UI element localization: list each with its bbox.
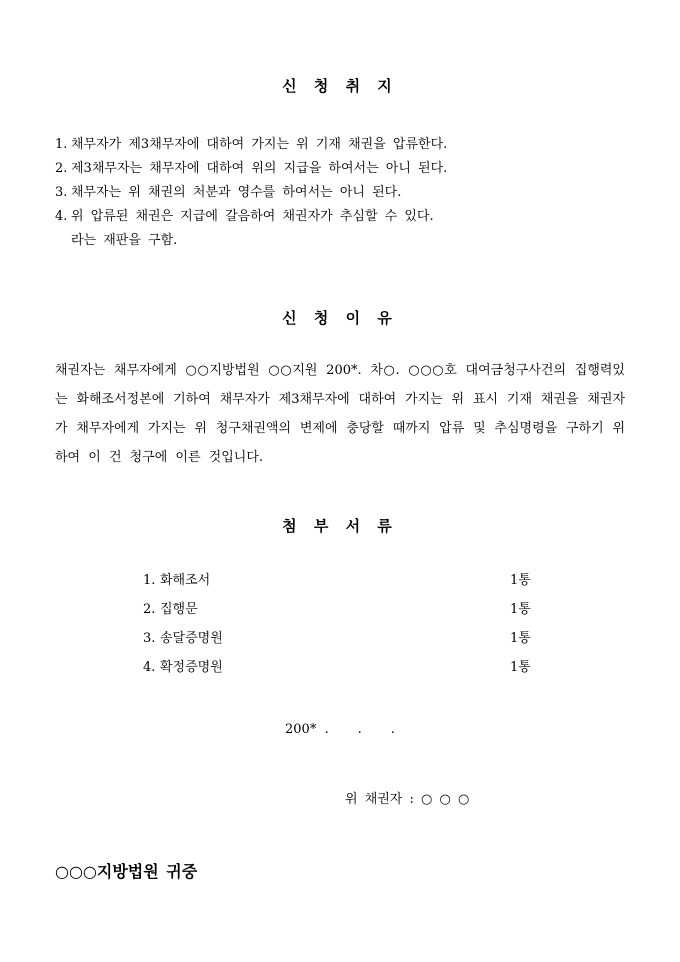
attachment-row <box>55 653 625 682</box>
date-placeholder: 200* . . . <box>285 722 395 737</box>
attachment-row <box>55 566 625 595</box>
court-addressee: ○○○지방법원 귀중 <box>55 862 198 881</box>
order-item-text: 채무자는 위 채권의 처분과 영수를 하여서는 아니 된다. <box>71 185 402 200</box>
order-item-text: 위 압류된 채권은 지급에 갈음하여 채권자가 추심할 수 있다. <box>71 209 434 224</box>
order-section-title: 신 청 취 지 <box>282 77 398 95</box>
attachment-count: 1통 <box>510 602 531 617</box>
attachments-section-title: 첨 부 서 류 <box>282 517 398 535</box>
attachment-name-cell <box>143 595 510 624</box>
attachment-number: 1. <box>143 573 156 588</box>
order-list <box>55 133 625 253</box>
attachment-row <box>55 595 625 624</box>
attachment-count: 1통 <box>510 631 531 646</box>
attachment-name: 확정증명원 <box>160 660 223 675</box>
reason-body-paragraph: 채권자는 채무자에게 ○○지방법원 ○○지원 200*. 차○. ○○○호 대여금청구사건의 집행력있는 화해조서정본에 기하여 채무자가 제3채무자에 대하여 가지는 위 표시 기재 채권을 채권자가 채무자에게 가지는 위 청구채권액의 변제에 충당할 때까지 압류 및 추심명령을 구하기 위하여 이 건 청구에 이른 것입니다. <box>55 363 625 465</box>
attachment-name: 집행문 <box>160 602 198 617</box>
order-item-number: 1. <box>55 137 68 152</box>
reason-section-title: 신 청 이 유 <box>282 309 398 327</box>
attachment-count: 1통 <box>510 573 531 588</box>
attachment-number: 2. <box>143 602 156 617</box>
attachment-name-cell <box>143 653 510 682</box>
order-item <box>55 205 625 229</box>
attachment-row <box>55 624 625 653</box>
order-item-text: 제3채무자는 채무자에 대하여 위의 지급을 하여서는 아니 된다. <box>71 161 448 176</box>
attachments-list <box>55 566 625 682</box>
order-item <box>55 157 625 181</box>
order-item-text: 채무자가 제3채무자에 대하여 가지는 위 기재 채권을 압류한다. <box>71 137 448 152</box>
order-item-number: 2. <box>55 161 68 176</box>
attachment-name-cell <box>143 566 510 595</box>
attachment-number: 4. <box>143 660 156 675</box>
attachment-name-cell <box>143 624 510 653</box>
order-item <box>55 181 625 205</box>
attachment-name: 송달증명원 <box>160 631 223 646</box>
order-item-number: 4. <box>55 209 68 224</box>
order-closing-text: 라는 재판을 구함. <box>71 233 178 248</box>
order-item-number: 3. <box>55 185 68 200</box>
order-item <box>55 133 625 157</box>
attachment-name: 화해조서 <box>160 573 211 588</box>
attachment-number: 3. <box>143 631 156 646</box>
creditor-signature-line: 위 채권자 : ○ ○ ○ <box>345 792 470 807</box>
attachment-count: 1통 <box>510 660 531 675</box>
